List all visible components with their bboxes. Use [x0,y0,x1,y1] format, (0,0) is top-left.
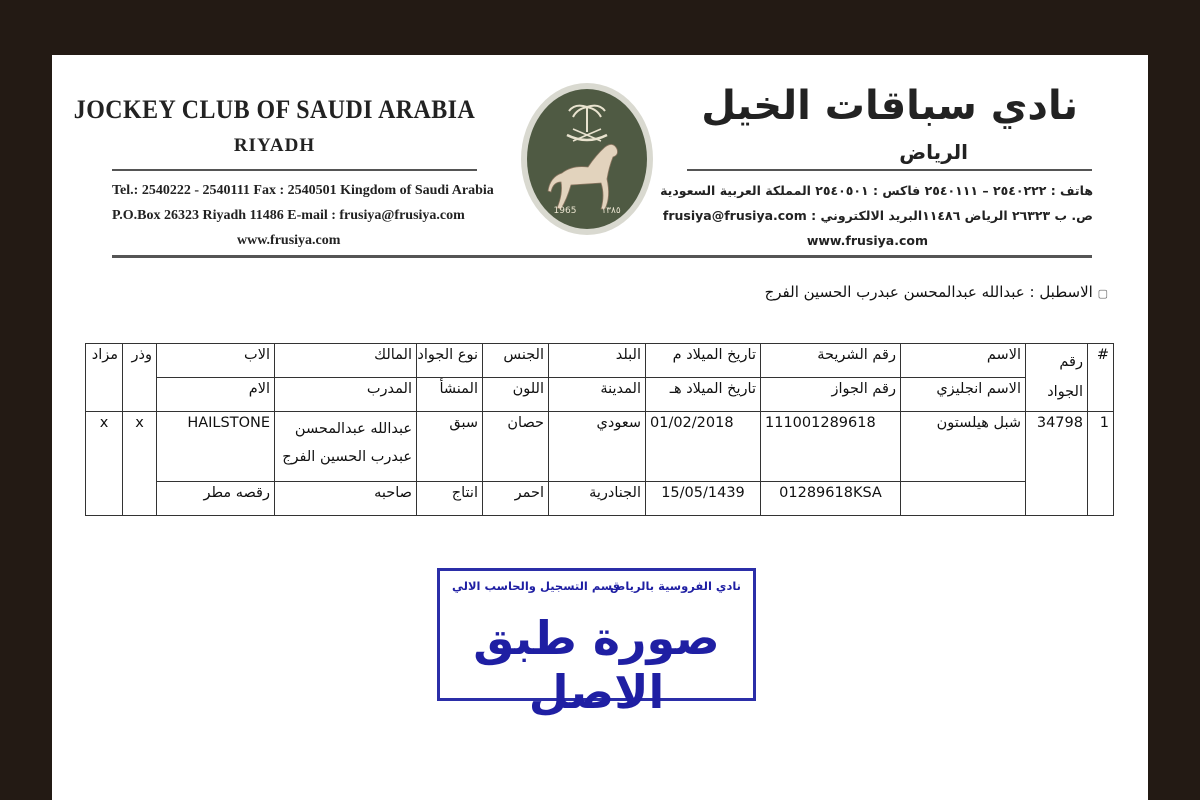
table-row [86,482,1114,516]
english-website: www.frusiya.com [237,233,341,248]
col-header-english-name: الاسم انجليزي [901,378,1026,412]
stable-owner-line [765,283,1108,301]
header-bottom-rule [112,255,1092,258]
col-header-country: البلد [549,344,646,378]
logo-year-right: ١٣٨٥ [601,206,621,216]
stable-text: الاسطبل : عبدالله عبدالمحسن عبدرب الحسين الفرج [764,283,1093,301]
table-header-row [86,344,1114,378]
cell-dam: رقصه مطر [157,482,275,516]
col-header-sex: الجنس [483,344,549,378]
col-header-trainer: المدرب [275,378,417,412]
horse-registration-table [85,343,1114,516]
col-header-passport: رقم الجواز [761,378,901,412]
cell-dob: 01/02/2018 [646,412,761,482]
cell-type: سبق [417,412,483,482]
english-pobox-line: P.O.Box 26323 Riyadh 11486 E-mail : frusiya@frusiya.com [112,208,465,223]
col-header-auction: مزاد [86,344,123,412]
col-header-dob: تاريخ الميلاد م [646,344,761,378]
document-page [52,55,1148,800]
header-rule-left-top [112,169,477,171]
table-header-row-2 [86,378,1114,412]
english-club-title: JOCKEY CLUB OF SAUDI ARABIA [73,95,476,124]
stamp-true-copy-text: صورة طبق الاصل [473,611,720,719]
table-row [86,412,1114,482]
stamp-department: قسم التسجيل والحاسب الالي [452,579,621,593]
arabic-city: الرياض [899,140,968,164]
cell-english-name [901,482,1026,516]
cell-dob-hijri: 15/05/1439 [646,482,761,516]
english-city: RIYADH [233,135,316,156]
cell-country: سعودي [549,412,646,482]
col-header-name: الاسم [901,344,1026,378]
cell-wathar: x [123,412,157,516]
arabic-website: www.frusiya.com [806,233,928,248]
cell-index: 1 [1088,412,1114,516]
cell-color: احمر [483,482,549,516]
col-header-dob-hijri: تاريخ الميلاد هـ [646,378,761,412]
col-header-type: نوع الجواد [417,344,483,378]
cell-horse-no: 34798 [1026,412,1088,516]
cell-sex: حصان [483,412,549,482]
col-header-origin: المنشأ [417,378,483,412]
cell-auction: x [86,412,123,516]
col-header-dam: الام [157,378,275,412]
col-header-color: اللون [483,378,549,412]
arabic-pobox-line: ص. ب ٢٦٣٢٣ الرياض ١١٤٨٦البريد الالكتروني : frusiya@frusiya.com [662,208,1093,223]
cell-name: شبل هيلستون [901,412,1026,482]
col-header-city: المدينة [549,378,646,412]
cell-origin: انتاج [417,482,483,516]
checkbox-glyph-icon: ▢ [1097,287,1108,300]
col-header-index: # [1088,344,1114,412]
col-header-wathar: وذر [123,344,157,412]
col-header-horse-no: رقم الجواد [1026,344,1088,412]
header-rule-right-top [687,169,1092,171]
col-header-owner: المالك [275,344,417,378]
club-logo [517,77,657,237]
stamp-club-name: نادي الفروسية بالرياض [609,579,741,593]
cell-city: الجنادرية [549,482,646,516]
english-contact-line: Tel.: 2540222 - 2540111 Fax : 2540501 Kingdom of Saudi Arabia [112,183,494,198]
true-copy-stamp [437,568,756,719]
cell-trainer: صاحبه [275,482,417,516]
col-header-chip: رقم الشريحة [761,344,901,378]
logo-year-left: 1965 [553,206,577,216]
arabic-club-title: نادي سباقات الخيل [701,83,1078,129]
col-header-sire: الاب [157,344,275,378]
arabic-contact-line: هاتف : ٢٥٤٠٢٢٢ – ٢٥٤٠١١١ فاكس : ٢٥٤٠٥٠١ المملكة العربية السعودية [660,183,1093,198]
cell-sire: HAILSTONE [157,412,275,482]
cell-passport: 01289618KSA [761,482,901,516]
cell-chip: 111001289618 [761,412,901,482]
cell-owner: عبدالله عبدالمحسن عبدرب الحسين الفرج [275,412,417,482]
